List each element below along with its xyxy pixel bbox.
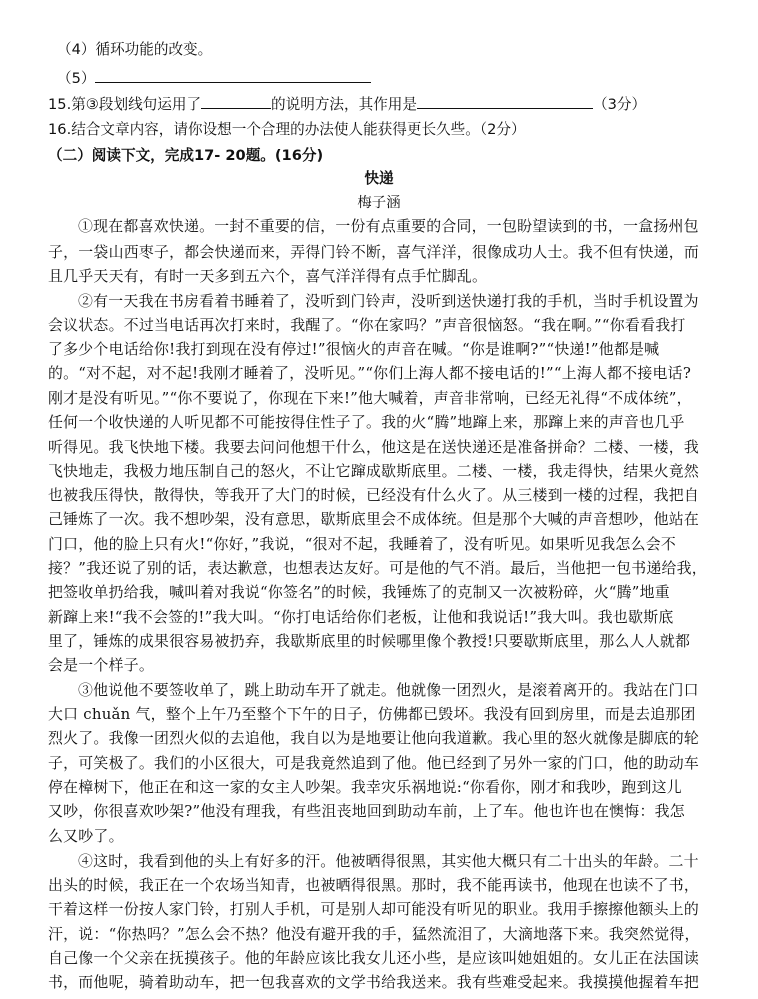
passage-line: 烈火了。我像一团烈火似的去追他，我自以为是地要让他向我道歉。我心里的怒火就像是脚底的轮 bbox=[48, 729, 700, 747]
answer-blank[interactable] bbox=[95, 68, 371, 83]
passage-line: ③他说他不要签收单了，跳上助动车开了就走。他就像一团烈火，是滚着离开的。我站在门口 bbox=[78, 681, 699, 699]
item-5-label: （5） bbox=[57, 70, 96, 87]
passage-line: 的。“对不起，对不起!我刚才睡着了，没听见。”“你们上海人都不接电话的!”“上海人都不接电话? bbox=[48, 364, 692, 382]
passage-line: 又吵，你很喜欢吵架?”他没有理我，有些沮丧地回到助动车前，上了车。他也许也在懊悔：我怎 bbox=[48, 802, 685, 820]
passage-line: 里了，锤炼的成果很容易被扔弃，我歇斯底里的时候哪里像个教授!只要歇斯底里，那么人人就都 bbox=[48, 632, 691, 650]
passage-line: 也被我压得快，散得快，等我开了大门的时候，已经没有什么火了。从三楼到一楼的过程，我把自 bbox=[48, 486, 700, 504]
passage-line: 会是一个样子。 bbox=[48, 656, 154, 674]
passage-line: ②有一天我在书房看着书睡着了，没听到门铃声，没听到送快递打我的手机，当时手机设置为 bbox=[78, 292, 699, 310]
q15-score: （3分） bbox=[593, 96, 647, 113]
passage-line: 汗，说：“你热吗？”怎么会不热？他没有避开我的手，猛然流泪了，大滴地落下来。我突然觉得， bbox=[48, 925, 700, 943]
passage-line: 刚才是没有听见。”“你不要说了，你现在下来!”他大喊着，声音非常响，已经无礼得“不成体统”， bbox=[48, 389, 692, 407]
passage-line: 任何一个收快递的人听见都不可能按得住性子了。我的火“腾”地蹿上来，那蹿上来的声音也几乎 bbox=[48, 413, 685, 431]
question-item-5 bbox=[57, 68, 371, 89]
passage-line: ④这时，我看到他的头上有好多的汗。他被晒得很黑，其实他大概只有二十出头的年龄。二十 bbox=[78, 852, 699, 870]
passage-line: 大口 chuǎn 气，整个上午乃至整个下午的日子，仿佛都已毁坏。我没有回到房里，而是去追那团 bbox=[48, 705, 696, 723]
passage-line: 听得见。我飞快地下楼。我要去问问他想干什么，他这是在送快递还是准备拼命？二楼、一楼，我 bbox=[48, 438, 700, 456]
passage-line: 门口，他的脸上只有火!“你好，”我说，“很对不起，我睡着了，没有听见。如果听见我怎么会不 bbox=[48, 535, 676, 553]
q15-text-a: 15.第③段划线句运用了 bbox=[48, 96, 202, 113]
passage-line: 把签收单扔给我，喊叫着对我说“你签名”的时候，我锤炼了的克制又一次被粉碎，火“腾”地重 bbox=[48, 583, 670, 601]
section-heading: （二）阅读下文，完成17- 20题。(16分) bbox=[48, 147, 324, 164]
passage-line: 会议状态。不过当电话再次打来时，我醒了。“你在家吗？”声音很恼怒。“我在啊。”“你看看我打 bbox=[48, 316, 686, 334]
passage-line: 停在樟树下，他正在和这一家的女主人吵架。我幸灾乐祸地说:“你看你，刚才和我吵，跑到这儿 bbox=[48, 778, 682, 796]
passage-line: 己锤炼了一次。我不想吵架，没有意思，歇斯底里会不成体统。但是那个大喊的声音想吵，他站在 bbox=[48, 510, 700, 528]
question-16: 16.结合文章内容，请你设想一个合理的办法使人能获得更长久些。（2分） bbox=[48, 121, 526, 138]
passage-line: 接？”我还说了别的话，表达歉意，也想表达友好。可是他的气不消。最后，当他把一包书递给我， bbox=[48, 559, 707, 577]
passage-line: ①现在都喜欢快递。一封不重要的信，一份有点重要的合同，一包盼望读到的书，一盒扬州包 bbox=[78, 217, 699, 235]
answer-blank[interactable] bbox=[417, 94, 593, 109]
passage-line: 自己像一个父亲在抚摸孩子。他的年龄应该比我女儿还小些，是应该叫她姐姐的。女儿正在法国读 bbox=[48, 949, 700, 967]
passage-line: 且几乎天天有，有时一天多到五六个，喜气洋洋得有点手忙脚乱。 bbox=[48, 267, 488, 285]
passage-line: 飞快地走，我极力地压制自己的怒火，不让它蹿成歇斯底里。二楼、一楼，我走得快，结果火竟然 bbox=[48, 462, 700, 480]
passage-line: 干着这样一份按人家门铃，打别人手机，可是别人却可能没有听见的职业。我用手擦擦他额头上的 bbox=[48, 900, 700, 918]
answer-blank[interactable] bbox=[201, 94, 271, 109]
article-author: 梅子涵 bbox=[357, 195, 401, 211]
passage-line: 子，可笑极了。我们的小区很大，可是我竟然追到了他。他已经到了另外一家的门口，他的助动车 bbox=[48, 754, 700, 772]
q15-text-b: 的说明方法，其作用是 bbox=[271, 96, 417, 113]
passage-line: 出头的时候，我正在一个农场当知青，也被晒得很黑。那时，我不能再读书，他现在也读不了书， bbox=[48, 876, 700, 894]
passage-line: 么又吵了。 bbox=[48, 827, 124, 845]
question-item-4: （4）循环功能的改变。 bbox=[57, 41, 213, 58]
question-15 bbox=[48, 94, 646, 115]
passage-line: 子，一袋山西枣子，都会快递而来，弄得门铃不断，喜气洋洋，很像成功人士。我不但有快递，而 bbox=[48, 243, 700, 261]
passage-line: 了多少个电话给你!我打到现在没有停过!”很恼火的声音在喊。“你是谁啊?”“快递!”他都是喊 bbox=[48, 340, 660, 358]
passage-line: 新蹿上来!“我不会签的!”我大叫。“你打电话给你们老板，让他和我说话!”我大叫。我也歇斯底 bbox=[48, 608, 674, 626]
passage-line: 书，而他呢，骑着助动车，把一包我喜欢的文学书给我送来。我有些难受起来。我摸摸他握着车把 bbox=[48, 973, 700, 991]
article-title: 快递 bbox=[364, 170, 394, 187]
